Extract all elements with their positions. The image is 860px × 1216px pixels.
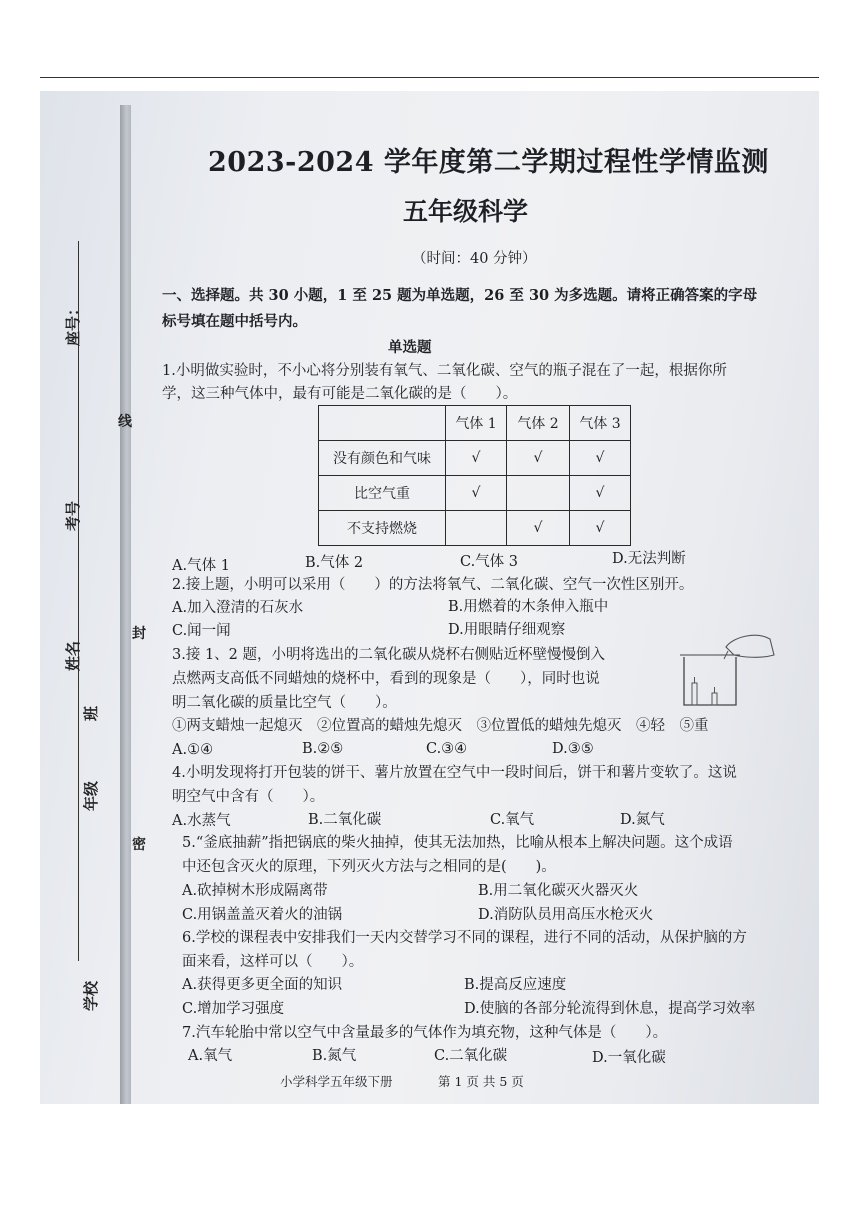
exam-photo: [40, 91, 819, 1104]
q2-option-b: B.用燃着的木条伸入瓶中: [448, 599, 609, 615]
q5-option-d: D.消防队员用高压水枪灭火: [478, 907, 654, 923]
q3-option-d: D.③⑤: [552, 741, 594, 757]
q1-option-d: D.无法判断: [612, 551, 686, 567]
footer-page-number: 第 1 页 共 5 页: [438, 1074, 524, 1089]
mark-seal: 封: [132, 626, 146, 642]
table-row: [319, 476, 631, 511]
q4-line2: 明空气中含有（ ）。: [172, 789, 325, 805]
q7-option-a: A.氧气: [188, 1048, 233, 1064]
section-heading-line2: 标号填在题中括号内。: [162, 313, 307, 330]
q3-option-a: A.①④: [172, 742, 214, 758]
table-cell: √: [570, 511, 631, 546]
q6-option-d: D.使脑的各部分轮流得到休息，提高学习效率: [464, 1001, 756, 1017]
page-title: 2023-2024 学年度第二学期过程性学情监测: [208, 147, 769, 178]
q7-line1: 7.汽车轮胎中常以空气中含量最多的气体作为填充物，这种气体是（ ）。: [182, 1025, 668, 1041]
q2-option-a: A.加入澄清的石灰水: [172, 600, 304, 616]
exam-no-label: 考号: [64, 500, 82, 531]
exam-content: [40, 91, 819, 1104]
q1-option-c: C.气体 3: [460, 554, 519, 570]
table-cell: √: [507, 441, 570, 476]
beaker-candles-figure: [678, 629, 778, 709]
q3-line3: 明二氧化碳的质量比空气（ ）。: [172, 695, 397, 711]
table-cell: √: [507, 511, 570, 546]
table-row: [319, 441, 631, 476]
q6-option-b: B.提高反应速度: [464, 977, 567, 993]
table-cell: √: [570, 441, 631, 476]
q5-option-a: A.砍掉树木形成隔离带: [182, 883, 328, 899]
q4-option-c: C.氧气: [490, 812, 535, 828]
q4-option-a: A.水蒸气: [172, 813, 231, 829]
name-label: 姓名: [64, 640, 82, 671]
q5-line1: 5.“釜底抽薪”指把锅底的柴火抽掉，使其无法加热，比喻从根本上解决问题。这个成语: [182, 835, 733, 851]
q4-line1: 4.小明发现将打开包装的饼干、薯片放置在空气中一段时间后，饼干和薯片变软了。这说: [172, 765, 737, 781]
gas-property-table: [318, 405, 631, 546]
q6-line1: 6.学校的课程表中安排我们一天内交替学习不同的课程，进行不同的活动，从保护脑的方: [182, 930, 747, 946]
q6-line2: 面来看，这样可以（ ）。: [182, 954, 364, 970]
table-header-cell: 气体 1: [446, 406, 507, 441]
q3-option-c: C.③④: [426, 741, 468, 757]
q4-option-b: B.二氧化碳: [308, 812, 382, 828]
q1-line1: 1.小明做实验时，不小心将分别装有氧气、二氧化碳、空气的瓶子混在了一起，根据你所: [162, 363, 727, 379]
table-cell: [446, 511, 507, 546]
q5-option-c: C.用锅盖盖灭着火的油锅: [182, 907, 343, 923]
seat-label: 座号：: [64, 300, 82, 346]
page-subtitle: 五年级科学: [403, 197, 529, 226]
exam-time: （时间：40 分钟）: [412, 251, 537, 267]
table-cell: [507, 476, 570, 511]
q2-line1: 2.接上题，小明可以采用（ ）的方法将氧气、二氧化碳、空气一次性区别开。: [172, 577, 694, 593]
class-label: 班: [82, 705, 100, 721]
q3-line1: 3.接 1、2 题，小明将选出的二氧化碳从烧杯右侧贴近杯壁慢慢倒入: [172, 647, 606, 663]
single-choice-heading: 单选题: [388, 339, 432, 356]
school-label: 学校: [82, 980, 100, 1011]
q7-option-c: C.二氧化碳: [434, 1048, 508, 1064]
table-header-cell: [319, 406, 446, 441]
table-cell: 比空气重: [319, 476, 446, 511]
q3-statements: ①两支蜡烛一起熄灭 ②位置高的蜡烛先熄灭 ③位置低的蜡烛先熄灭 ④轻 ⑤重: [172, 718, 709, 734]
mark-secret: 密: [132, 837, 146, 853]
table-cell: √: [446, 476, 507, 511]
q2-option-d: D.用眼睛仔细观察: [448, 622, 566, 638]
mark-line: 线: [118, 414, 132, 430]
table-header-cell: 气体 3: [570, 406, 631, 441]
q1-option-a: A.气体 1: [172, 558, 230, 574]
table-cell: √: [446, 441, 507, 476]
table-header-row: [319, 406, 631, 441]
table-header-cell: 气体 2: [507, 406, 570, 441]
q3-line2: 点燃两支高低不同蜡烛的烧杯中，看到的现象是（ ），同时也说: [172, 671, 600, 687]
q7-option-d: D.一氧化碳: [592, 1050, 666, 1066]
q5-line2: 中还包含灭火的原理，下列灭火方法与之相同的是( )。: [182, 859, 556, 875]
table-row: [319, 511, 631, 546]
q6-option-c: C.增加学习强度: [182, 1001, 285, 1017]
q7-option-b: B.氮气: [312, 1048, 357, 1064]
q5-option-b: B.用二氧化碳灭火器灭火: [478, 883, 639, 899]
q2-option-c: C.闻一闻: [172, 623, 231, 639]
table-cell: 没有颜色和气味: [319, 441, 446, 476]
table-cell: 不支持燃烧: [319, 511, 446, 546]
q4-option-d: D.氮气: [620, 812, 665, 828]
q6-option-a: A.获得更多更全面的知识: [182, 977, 343, 993]
top-rule: [40, 77, 819, 78]
grade-label: 年级: [82, 780, 100, 811]
q3-option-b: B.②⑤: [302, 741, 344, 757]
q1-option-b: B.气体 2: [305, 555, 364, 571]
footer-book-name: 小学科学五年级下册: [280, 1074, 393, 1089]
section-heading-line1: 一、选择题。共 30 小题，1 至 25 题为单选题，26 至 30 为多选题。请将正确答案的字母: [162, 287, 758, 304]
table-cell: √: [570, 476, 631, 511]
q1-line2: 学，这三种气体中，最有可能是二氧化碳的是（ ）。: [162, 386, 518, 402]
